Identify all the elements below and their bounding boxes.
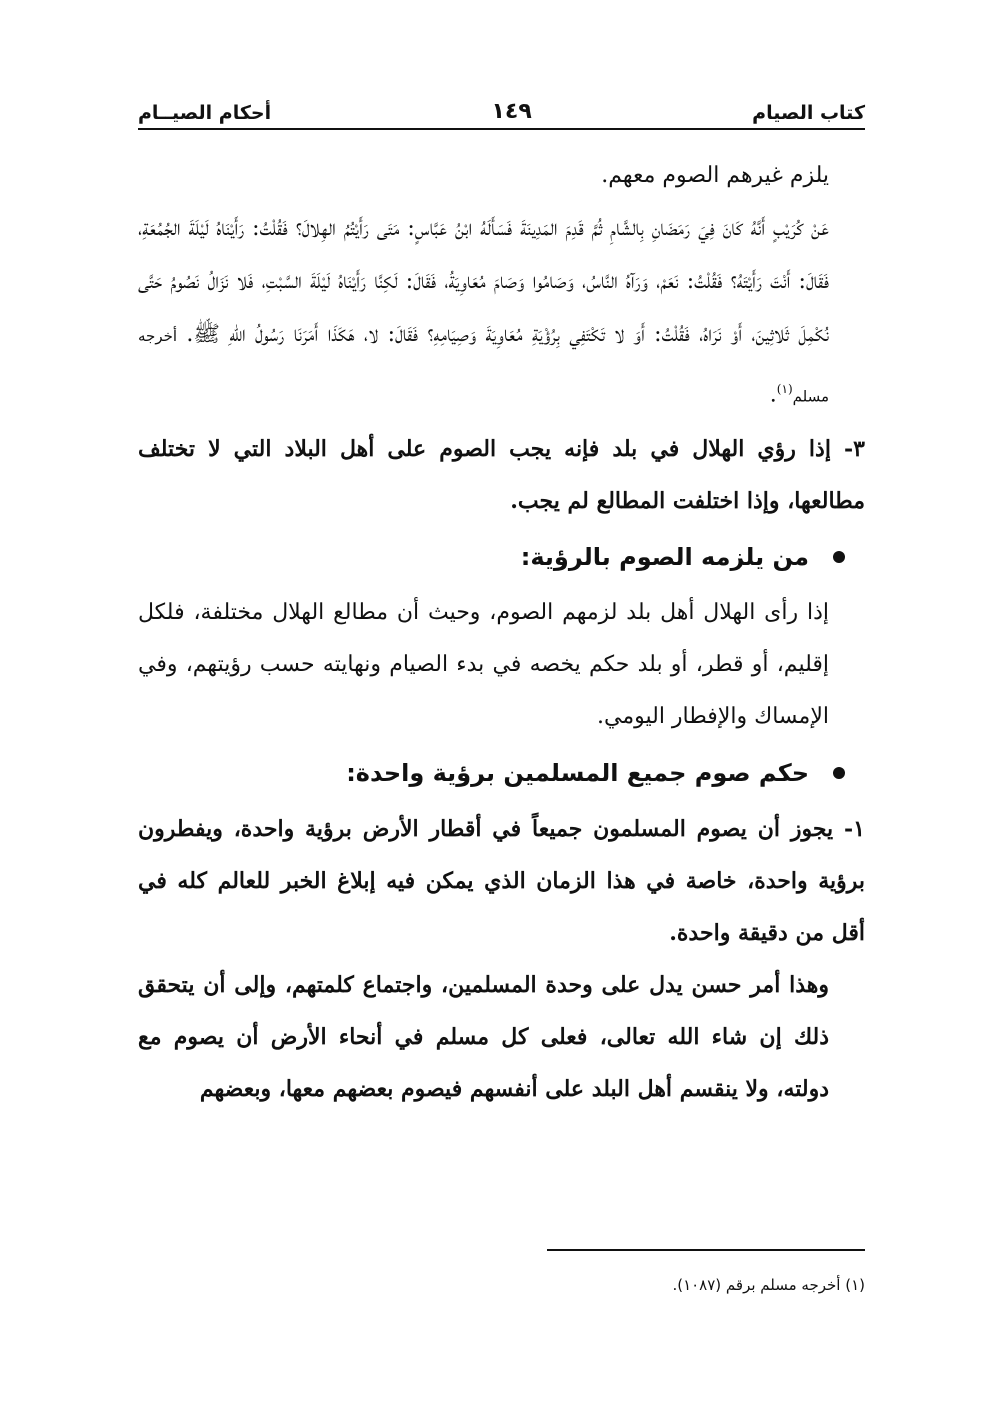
heading-1-text: من يلزمه الصوم بالرؤية: xyxy=(520,543,809,572)
intro-line: يلزم غيرهم الصوم معهم. xyxy=(601,163,829,188)
hadith-text: عَنْ كُرَيْبٍ أَنَّهُ كَانَ فِيَ رَمَضَانِ بِالشَّامِ ثُمَّ قَدِمَ المَدِينَةَ فَسَأَلَهُ ابْنُ عَبَّاسٍ: مَتَى رَأَيْتُمُ الهِلالَ؟ فَقُلْتُ: رَأَيْنَاهُ لَيْلَةَ الجُمُعَةِ، فَقَالَ: أَنْتَ رَأَيْتَهُ؟ فَقُلْتُ: نَعَمْ، وَرَآهُ النَّاسُ، وَصَامُوا وَصَامَ مُعَاوِيَةُ، فَقَالَ: لَكِنَّا رَأَيْنَاهُ لَيْلَةَ السَّبْتِ، فَلا نَزَالُ نَصُومُ حَتَّى نُكْمِلَ ثَلاثِينَ، أَوْ نَرَاهُ، فَقُلْتُ: أَوَ لا تَكْتَفِي بِرُؤْيَةِ مُعَاوِيَةَ وَصِيَامِهِ؟ فَقَالَ: لا، هَكَذَا أَمَرَنَا رَسُولُ اللهِ ﷺ. xyxy=(138,216,829,347)
page-number: ١٤٩ xyxy=(491,99,532,124)
hadith-source: أخرجه مسلم xyxy=(138,327,829,406)
footnote: (١) أخرجه مسلم برقم (١٠٨٧). xyxy=(672,1276,865,1294)
bullet-icon xyxy=(833,551,845,563)
section-heading-unified-sighting xyxy=(138,743,865,803)
point-1-text: يجوز أن يصوم المسلمون جميعاً في أقطار الأرض برؤية واحدة، ويفطرون برؤية واحدة، خاصة في هذا الزمان الذي يمكن فيه إبلاغ الخبر للعالم كله في أقل من دقيقة واحدة. xyxy=(138,816,865,947)
point-1-number: ١- xyxy=(844,816,865,843)
point-1 xyxy=(138,803,865,959)
point-3-text: إذا رؤي الهلال في بلد فإنه يجب الصوم على أهل البلاد التي لا تختلف مطالعها، وإذا اختلفت المطالع لم يجب. xyxy=(138,436,865,515)
section-heading-who-must-fast xyxy=(138,527,865,587)
point-3-number: ٣- xyxy=(844,436,865,463)
footnote-reference: (١) xyxy=(776,382,793,396)
running-header xyxy=(138,96,865,130)
footnote-divider xyxy=(547,1249,865,1251)
paragraph-1: إذا رأى الهلال أهل بلد لزمهم الصوم، وحيث أن مطالع الهلال مختلفة، فلكل إقليم، أو قطر، أو بلد حكم يخصه في بدء الصيام ونهايته حسب رؤيتهم، وفي الإمساك والإفطار اليومي. xyxy=(138,600,829,730)
book-title: كتاب الصيام xyxy=(752,102,865,124)
point-3 xyxy=(138,423,865,527)
hadith-paragraph: عَنْ كُرَيْبٍ أَنَّهُ كَانَ فِيَ رَمَضَانِ بِالشَّامِ ثُمَّ قَدِمَ المَدِينَةَ فَسَأَلَهُ ابْنُ عَبَّاسٍ: مَتَى رَأَيْتُمُ الهِلالَ؟ فَقُلْتُ: رَأَيْنَاهُ لَيْلَةَ الجُمُعَةِ، فَقَالَ: أَنْتَ رَأَيْتَهُ؟ فَقُلْتُ: نَعَمْ، وَرَآهُ النَّاسُ، وَصَامُوا وَصَامَ مُعَاوِيَةُ، فَقَالَ: لَكِنَّا رَأَيْنَاهُ لَيْلَةَ السَّبْتِ، فَلا نَزَالُ نَصُومُ حَتَّى نُكْمِلَ ثَلاثِينَ، أَوْ نَرَاهُ، فَقُلْتُ: أَوَ لا تَكْتَفِي بِرُؤْيَةِ مُعَاوِيَةَ وَصِيَامِهِ؟ فَقَالَ: لا، هَكَذَا أَمَرَنَا رَسُولُ اللهِ ﷺ. أخرجه مسلم$^{(١)}$. xyxy=(138,216,829,408)
paragraph-2: وهذا أمر حسن يدل على وحدة المسلمين، واجتماع كلمتهم، وإلى أن يتحقق ذلك إن شاء الله تعالى، فعلى كل مسلم في أنحاء الأرض أن يصوم مع دولته، ولا ينقسم أهل البلد على أنفسهم فيصوم بعضهم معها، وبعضهم xyxy=(138,972,829,1103)
main-text xyxy=(138,150,865,1115)
chapter-title: أحكام الصيــام xyxy=(138,102,272,124)
bullet-icon xyxy=(833,767,845,779)
heading-2-text: حكم صوم جميع المسلمين برؤية واحدة: xyxy=(346,759,809,788)
